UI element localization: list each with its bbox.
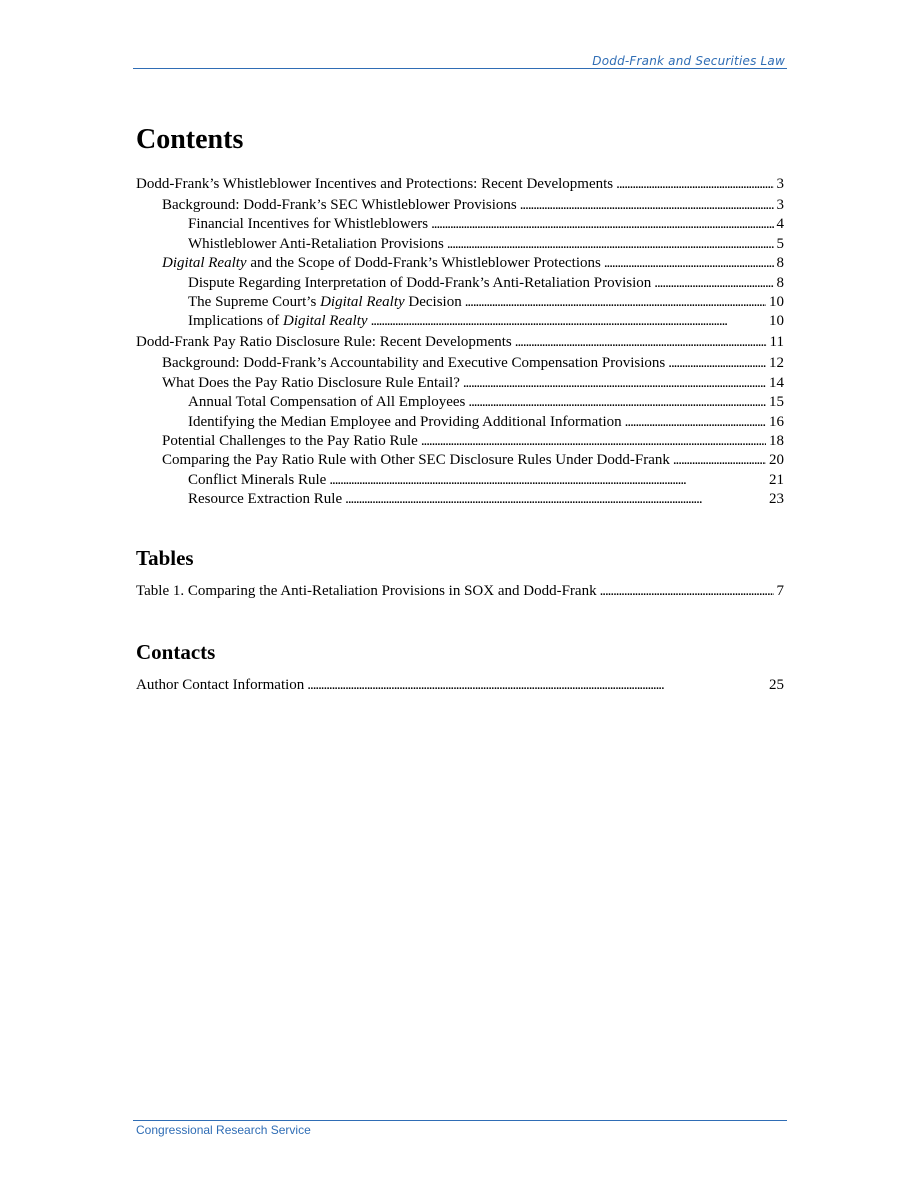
footer-rule [133,1120,787,1121]
toc-entry-title: The Supreme Court’s Digital Realty Decision [188,294,462,310]
dot-leader [625,412,766,432]
toc-entry-title: Implications of Digital Realty [188,313,368,330]
toc-entry[interactable] [136,311,784,331]
toc-page-number: 4 [776,216,784,233]
toc-entry-title: Resource Extraction Rule [188,491,343,508]
dot-leader [345,489,766,509]
toc-entry-title: Table 1. Comparing the Anti-Retaliation Provisions in SOX and Dodd-Frank [136,583,597,599]
toc-entry[interactable] [136,195,784,215]
toc-page-number: 25 [769,677,784,693]
toc-entry[interactable] [136,234,784,254]
dot-leader [463,373,766,393]
toc-entry[interactable] [136,353,784,373]
contacts-heading: Contacts [136,640,216,664]
toc-page-number: 21 [769,471,784,488]
toc-entry[interactable] [136,470,784,490]
toc-entry-title: Identifying the Median Employee and Providing Additional Information [188,413,622,430]
toc-page-number: 5 [776,235,784,252]
dot-leader [616,174,773,194]
toc-page-number: 20 [769,452,784,469]
dot-leader [465,292,766,312]
toc-entry[interactable] [136,675,784,695]
dot-leader [654,273,773,293]
dot-leader [668,353,766,373]
toc-page-number: 12 [769,355,784,372]
dot-leader [329,470,766,490]
toc-page-number: 15 [769,394,784,411]
toc-page-number: 7 [776,583,784,599]
toc-entry[interactable] [136,373,784,393]
header-rule [133,68,787,69]
toc-entry[interactable] [136,292,784,312]
toc-entry-title: Conflict Minerals Rule [188,471,327,488]
dot-leader [468,392,766,412]
toc-page-number: 18 [769,433,784,449]
toc-entry[interactable] [136,273,784,293]
toc-page-number: 10 [769,313,784,330]
toc-page-number: 23 [769,491,784,508]
toc-entry[interactable] [136,489,784,509]
toc-entry-title: Background: Dodd-Frank’s Accountability and Executive Compensation Provisions [162,355,666,372]
toc-entry[interactable] [136,450,784,470]
toc-page-number: 8 [776,255,784,272]
toc-entry[interactable] [136,412,784,432]
dot-leader [604,253,774,273]
toc-entry-title: Digital Realty and the Scope of Dodd-Frank’s Whistleblower Protections [162,255,601,272]
toc-entry-title: Author Contact Information [136,677,305,693]
toc-entry[interactable] [136,214,784,234]
toc-page-number: 16 [769,413,784,430]
dot-leader [447,234,774,254]
toc-page-number: 10 [769,294,784,310]
toc-entry[interactable] [136,392,784,412]
running-header-title: Dodd-Frank and Securities Law [592,54,785,68]
toc-page-number: 11 [769,334,784,351]
toc-entry-title: Dodd-Frank’s Whistleblower Incentives and Protections: Recent Developments [136,176,614,192]
toc-page-number: 8 [776,274,784,291]
dot-leader [520,195,774,215]
dot-leader [431,214,773,234]
contents-heading: Contents [136,124,244,155]
dot-leader [515,332,767,352]
dot-leader [673,450,766,470]
toc-entry-title: Annual Total Compensation of All Employees [188,394,466,411]
toc-entry-title: Background: Dodd-Frank’s SEC Whistleblower Provisions [162,197,517,213]
dot-leader [421,431,766,451]
toc-entry[interactable] [136,174,784,194]
footer-publisher: Congressional Research Service [136,1123,311,1137]
toc-page-number: 3 [776,176,784,192]
toc-entry-title: Comparing the Pay Ratio Rule with Other SEC Disclosure Rules Under Dodd-Frank [162,452,670,469]
toc-entry[interactable] [136,581,784,601]
toc-entry-title: Dispute Regarding Interpretation of Dodd-Frank’s Anti-Retaliation Provision [188,274,652,291]
toc-entry-title: Financial Incentives for Whistleblowers [188,216,429,233]
toc-entry-title: What Does the Pay Ratio Disclosure Rule Entail? [162,374,460,391]
toc-entry[interactable] [136,253,784,273]
dot-leader [307,675,766,695]
dot-leader [371,311,766,331]
toc-entry[interactable] [136,332,784,352]
toc-entry-title: Potential Challenges to the Pay Ratio Rule [162,433,418,449]
toc-entry-title: Whistleblower Anti-Retaliation Provisions [188,235,444,252]
toc-entry[interactable] [136,431,784,451]
toc-page-number: 14 [769,374,784,391]
toc-page-number: 3 [776,197,784,213]
toc-entry-title: Dodd-Frank Pay Ratio Disclosure Rule: Recent Developments [136,334,512,351]
dot-leader [600,581,774,601]
tables-heading: Tables [136,546,194,570]
